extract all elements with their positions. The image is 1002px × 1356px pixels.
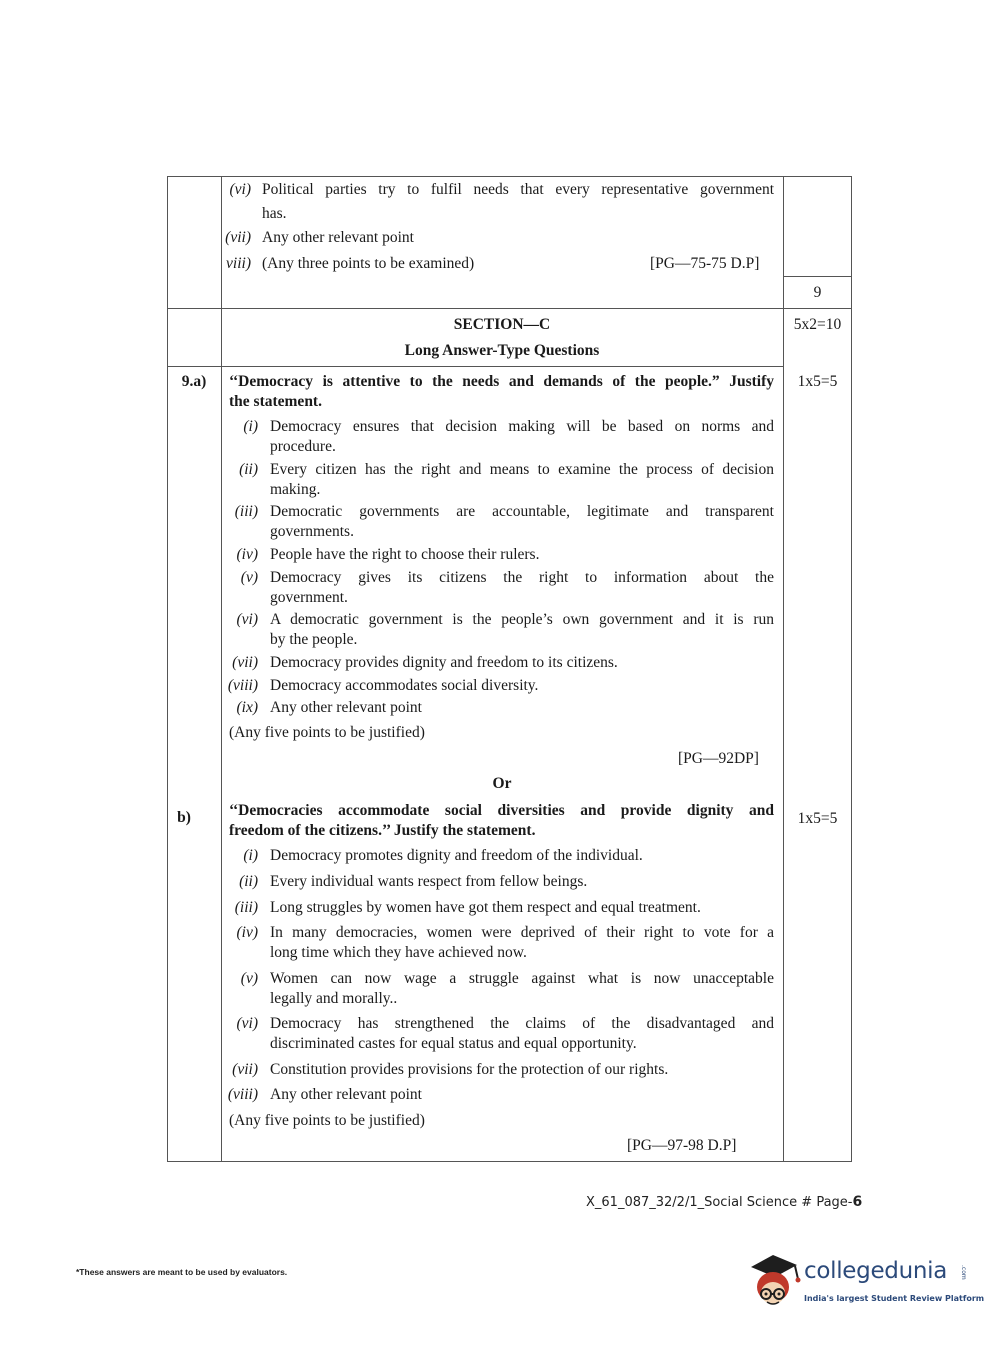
section-marks: 5x2=10: [793, 316, 842, 333]
point-number: (i): [243, 418, 258, 435]
item-number: viii): [226, 255, 251, 272]
point-number: (ix): [236, 699, 258, 716]
section-subtitle: Long Answer-Type Questions: [404, 342, 600, 359]
point-text-cont: governments.: [270, 523, 354, 540]
point-number: (iv): [236, 546, 258, 563]
question-label: 9.a): [181, 373, 207, 390]
point-number: (viii): [227, 677, 258, 694]
question-text: ‘‘Democracies accommodate social diversities and provide dignity and: [229, 802, 774, 819]
point-number: (iv): [236, 924, 258, 941]
instruction: (Any five points to be justified): [229, 1112, 425, 1129]
point-text: Constitution provides provisions for the protection of our rights.: [270, 1061, 669, 1078]
point-text: Democracy provides dignity and freedom to its citizens.: [270, 654, 618, 671]
point-text-cont: long time which they have achieved now.: [270, 944, 527, 961]
logo-wordmark: collegedunia: [804, 1258, 948, 1284]
point-text: Every individual wants respect from fellow beings.: [270, 873, 588, 890]
point-text: Democracy has strengthened the claims of the disadvantaged and: [270, 1015, 774, 1032]
point-text-cont: procedure.: [270, 438, 336, 455]
mascot-icon: [745, 1249, 803, 1313]
point-number: (ii): [239, 873, 258, 890]
page-reference: [PG—92DP]: [678, 750, 759, 767]
point-number: (iii): [234, 503, 258, 520]
item-text: Political parties try to fulfil needs that every representative government: [262, 181, 774, 198]
point-text: Any other relevant point: [270, 1086, 422, 1103]
point-text: Democracy promotes dignity and freedom of the individual.: [270, 847, 643, 864]
point-text-cont: legally and morally..: [270, 990, 398, 1007]
point-text: Women can now wage a struggle against what is now unacceptable: [270, 970, 774, 987]
point-text-cont: making.: [270, 481, 321, 498]
point-number: (vi): [236, 1015, 258, 1032]
point-text: Long struggles by women have got them respect and equal treatment.: [270, 899, 701, 916]
point-text-cont: discriminated castes for equal status and equal opportunity.: [270, 1035, 637, 1052]
logo-tagline: India's largest Student Review Platform: [804, 1294, 985, 1303]
marks-divider: [783, 276, 852, 277]
point-text: Democracy ensures that decision making will be based on norms and: [270, 418, 774, 435]
question-text: ‘‘Democracy is attentive to the needs and demands of the people.” Justify: [229, 373, 774, 390]
page-reference: [PG—75-75 D.P]: [650, 255, 760, 272]
collegedunia-logo: [745, 1249, 985, 1313]
section-title: SECTION—C: [453, 316, 551, 333]
item-number: (vi): [229, 181, 251, 198]
point-text: Every citizen has the right and means to examine the process of decision: [270, 461, 774, 478]
point-text: Any other relevant point: [270, 699, 422, 716]
point-number: (vi): [236, 611, 258, 628]
evaluator-note: *These answers are meant to be used by evaluators.: [76, 1267, 288, 1277]
point-number: (iii): [234, 899, 258, 916]
point-text: In many democracies, women were deprived of their right to vote for a: [270, 924, 774, 941]
question-label: b): [177, 809, 191, 826]
logo-suffix: .com: [960, 1265, 967, 1280]
item-text: (Any three points to be examined): [262, 255, 475, 272]
point-text: Democratic governments are accountable, legitimate and transparent: [270, 503, 774, 520]
point-text-cont: government.: [270, 589, 348, 606]
total-marks: 9: [813, 284, 822, 301]
point-number: (v): [240, 569, 258, 586]
or-separator: Or: [492, 775, 512, 792]
point-text-cont: by the people.: [270, 631, 358, 648]
item-text-cont: has.: [262, 205, 287, 222]
page-footer: [586, 1194, 862, 1210]
footer-code: X_61_087_32/2/1_Social Science # Page-: [586, 1195, 853, 1210]
point-text: People have the right to choose their rulers.: [270, 546, 540, 563]
point-number: (ii): [239, 461, 258, 478]
page-reference: [PG—97-98 D.P]: [627, 1137, 737, 1154]
question-text-cont: the statement.: [229, 393, 322, 410]
row-divider-1: [167, 308, 852, 309]
item-text: Any other relevant point: [262, 229, 414, 246]
row-divider-2: [167, 366, 783, 367]
point-text: Democracy gives its citizens the right to information about the: [270, 569, 774, 586]
point-number: (i): [243, 847, 258, 864]
point-text: A democratic government is the people’s own government and it is run: [270, 611, 774, 628]
page-number: 6: [852, 1194, 863, 1210]
point-number: (viii): [227, 1086, 258, 1103]
answer-table: [167, 176, 852, 1162]
question-text-cont: freedom of the citizens.’’ Justify the statement.: [229, 822, 536, 839]
point-text: Democracy accommodates social diversity.: [270, 677, 539, 694]
instruction: (Any five points to be justified): [229, 724, 425, 741]
point-number: (vii): [232, 654, 258, 671]
question-marks: 1x5=5: [797, 373, 838, 390]
point-number: (v): [240, 970, 258, 987]
item-number: (vii): [225, 229, 251, 246]
point-number: (vii): [232, 1061, 258, 1078]
question-marks: 1x5=5: [797, 810, 838, 827]
